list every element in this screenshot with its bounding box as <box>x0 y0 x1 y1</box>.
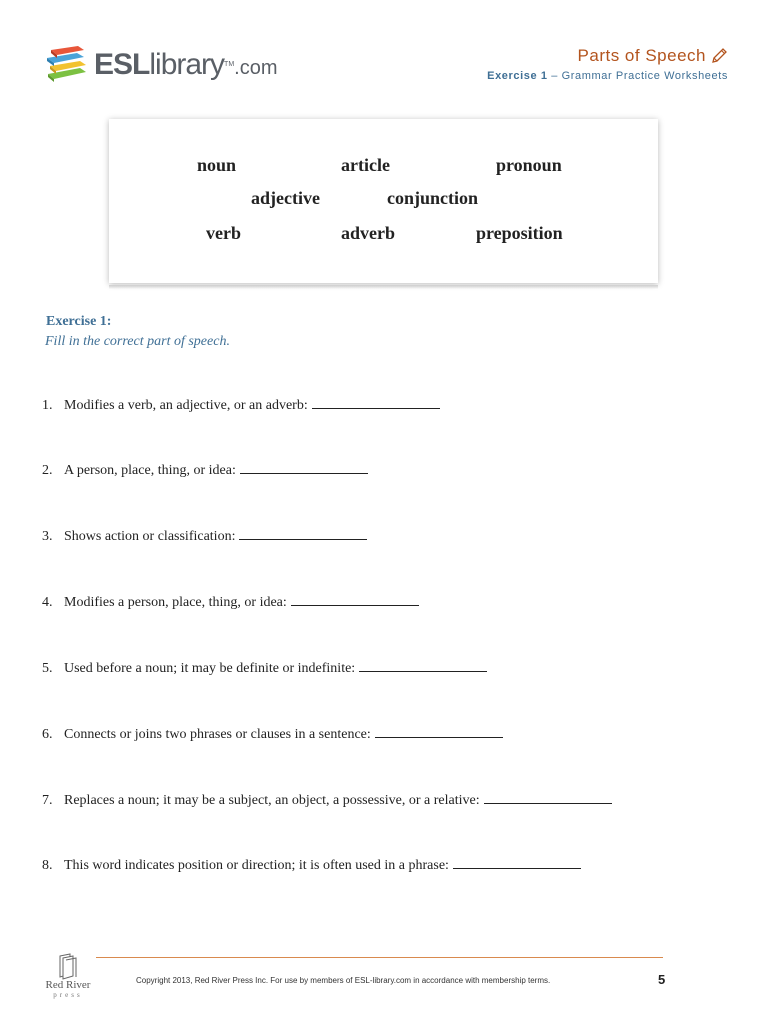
logo-trademark: TM <box>224 61 235 68</box>
question-number: 7. <box>42 793 53 808</box>
answer-blank[interactable] <box>291 593 419 606</box>
question-number: 4. <box>42 595 53 610</box>
answer-blank[interactable] <box>312 396 440 409</box>
question-item <box>42 527 367 545</box>
question-item <box>42 396 440 414</box>
publisher-name: Red River <box>45 979 91 991</box>
pencil-icon <box>710 47 728 65</box>
word-bank-item: conjunction <box>387 188 479 208</box>
exercise-heading: Exercise 1: <box>46 314 112 329</box>
word-bank-item: adjective <box>251 188 320 208</box>
worksheet-subtitle-text: – Grammar Practice Worksheets <box>547 70 728 82</box>
page-number: 5 <box>658 972 666 987</box>
logo-esl: ESL <box>94 48 150 81</box>
logo-wordmark <box>94 48 278 85</box>
question-text: Replaces a noun; it may be a subject, an object, a possessive, or a relative: <box>64 793 480 808</box>
worksheet-title <box>578 46 728 66</box>
question-number: 5. <box>42 661 53 676</box>
esl-library-logo <box>44 44 284 90</box>
answer-blank[interactable] <box>375 725 503 738</box>
question-number: 2. <box>42 463 53 478</box>
word-bank-item: preposition <box>476 223 563 243</box>
word-bank-item: noun <box>197 155 237 175</box>
red-river-press-logo <box>40 952 96 1008</box>
answer-blank[interactable] <box>359 659 487 672</box>
word-bank-item: article <box>341 155 390 175</box>
question-number: 6. <box>42 727 53 742</box>
question-text: Modifies a verb, an adjective, or an adverb: <box>64 398 308 413</box>
question-text: Connects or joins two phrases or clauses in a sentence: <box>64 727 371 742</box>
question-item <box>42 725 503 743</box>
question-text: This word indicates position or direction; it is often used in a phrase: <box>64 858 449 873</box>
worksheet-header <box>487 46 728 82</box>
word-bank-item: pronoun <box>496 155 562 175</box>
word-bank-item: adverb <box>341 223 395 243</box>
books-stack-icon <box>44 44 88 88</box>
worksheet-title-text: Parts of Speech <box>577 46 706 65</box>
question-item <box>42 791 612 809</box>
question-number: 1. <box>42 398 53 413</box>
copyright-text: Copyright 2013, Red River Press Inc. For use by members of ESL-library.com in accordance with membership terms. <box>136 976 551 985</box>
book-stack-icon <box>54 952 82 980</box>
answer-blank[interactable] <box>484 791 612 804</box>
answer-blank[interactable] <box>240 461 368 474</box>
question-number: 8. <box>42 858 53 873</box>
publisher-press: press <box>53 991 83 999</box>
question-text: Shows action or classification: <box>64 529 236 544</box>
logo-library: library <box>149 48 225 81</box>
question-text: Used before a noun; it may be definite or indefinite: <box>64 661 356 676</box>
answer-blank[interactable] <box>239 527 367 540</box>
answer-blank[interactable] <box>453 856 581 869</box>
worksheet-exercise-label: Exercise 1 <box>487 70 548 82</box>
question-item <box>42 659 487 677</box>
question-number: 3. <box>42 529 53 544</box>
question-item <box>42 461 368 479</box>
question-text: Modifies a person, place, thing, or idea: <box>64 595 287 610</box>
worksheet-subtitle <box>487 70 728 82</box>
question-item <box>42 593 419 611</box>
question-text: A person, place, thing, or idea: <box>64 463 236 478</box>
exercise-instruction: Fill in the correct part of speech. <box>45 334 230 349</box>
footer-divider <box>96 957 663 958</box>
logo-com: .com <box>234 57 278 79</box>
word-bank-item: verb <box>206 223 241 243</box>
word-bank-box <box>109 119 658 283</box>
question-item <box>42 856 581 874</box>
